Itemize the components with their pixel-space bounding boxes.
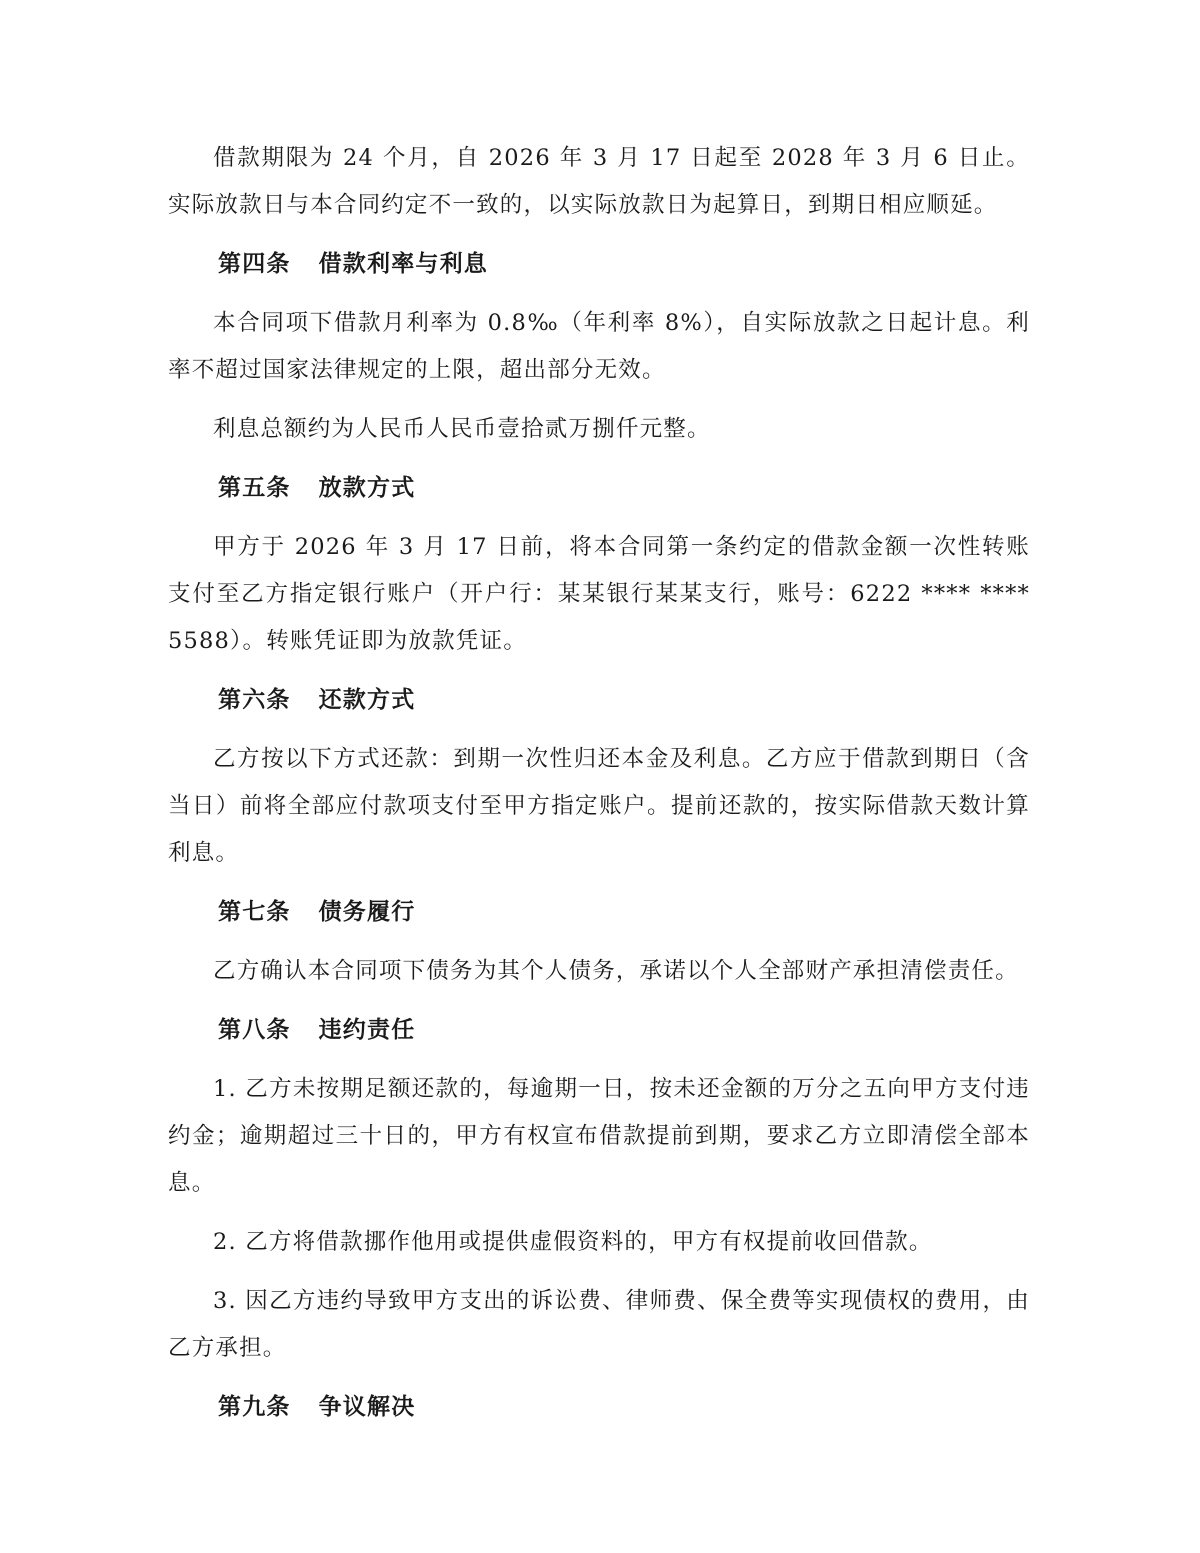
article-number: 第五条 — [218, 475, 291, 501]
article-title: 还款方式 — [318, 687, 416, 713]
heading-article-9 — [168, 1384, 1030, 1431]
heading-article-5 — [168, 465, 1030, 512]
paragraph-breach-item-2: 2. 乙方将借款挪作他用或提供虚假资料的，甲方有权提前收回借款。 — [213, 1229, 933, 1255]
paragraph-loan-term: 借款期限为 24 个月，自 2026 年 3 月 17 日起至 2028 年 3 月 6 日止。实际放款日与本合同约定不一致的，以实际放款日为起算日，到期日相应顺延。 — [168, 145, 1030, 218]
heading-article-8 — [168, 1007, 1030, 1054]
article-number: 第六条 — [218, 687, 291, 713]
paragraph-debt-performance: 乙方确认本合同项下债务为其个人债务，承诺以个人全部财产承担清偿责任。 — [213, 958, 1019, 984]
paragraph-breach-item-3: 3. 因乙方违约导致甲方支出的诉讼费、律师费、保全费等实现债权的费用，由乙方承担。 — [168, 1288, 1030, 1361]
heading-article-6 — [168, 677, 1030, 724]
paragraph-interest-rate: 本合同项下借款月利率为 0.8‰（年利率 8%），自实际放款之日起计息。利率不超过国家法律规定的上限，超出部分无效。 — [168, 310, 1030, 383]
article-number: 第四条 — [218, 251, 291, 277]
paragraph-disbursement: 甲方于 2026 年 3 月 17 日前，将本合同第一条约定的借款金额一次性转账支付至乙方指定银行账户（开户行：某某银行某某支行，账号：6222 **** **** 5588）。转账凭证即为放款凭证。 — [168, 534, 1030, 654]
document-body — [168, 135, 1030, 1431]
paragraph-interest-total: 利息总额约为人民币人民币壹拾贰万捌仟元整。 — [213, 416, 711, 442]
paragraph-breach-item-1: 1. 乙方未按期足额还款的，每逾期一日，按未还金额的万分之五向甲方支付违约金；逾期超过三十日的，甲方有权宣布借款提前到期，要求乙方立即清偿全部本息。 — [168, 1076, 1030, 1196]
article-title: 债务履行 — [318, 899, 416, 925]
article-title: 违约责任 — [318, 1017, 416, 1043]
article-number: 第九条 — [218, 1394, 291, 1420]
article-title: 放款方式 — [318, 475, 416, 501]
heading-article-7 — [168, 889, 1030, 936]
article-number: 第八条 — [218, 1017, 291, 1043]
paragraph-repayment: 乙方按以下方式还款：到期一次性归还本金及利息。乙方应于借款到期日（含当日）前将全部应付款项支付至甲方指定账户。提前还款的，按实际借款天数计算利息。 — [168, 746, 1030, 866]
article-title: 借款利率与利息 — [318, 251, 489, 277]
heading-article-4 — [168, 241, 1030, 288]
article-title: 争议解决 — [318, 1394, 416, 1420]
article-number: 第七条 — [218, 899, 291, 925]
